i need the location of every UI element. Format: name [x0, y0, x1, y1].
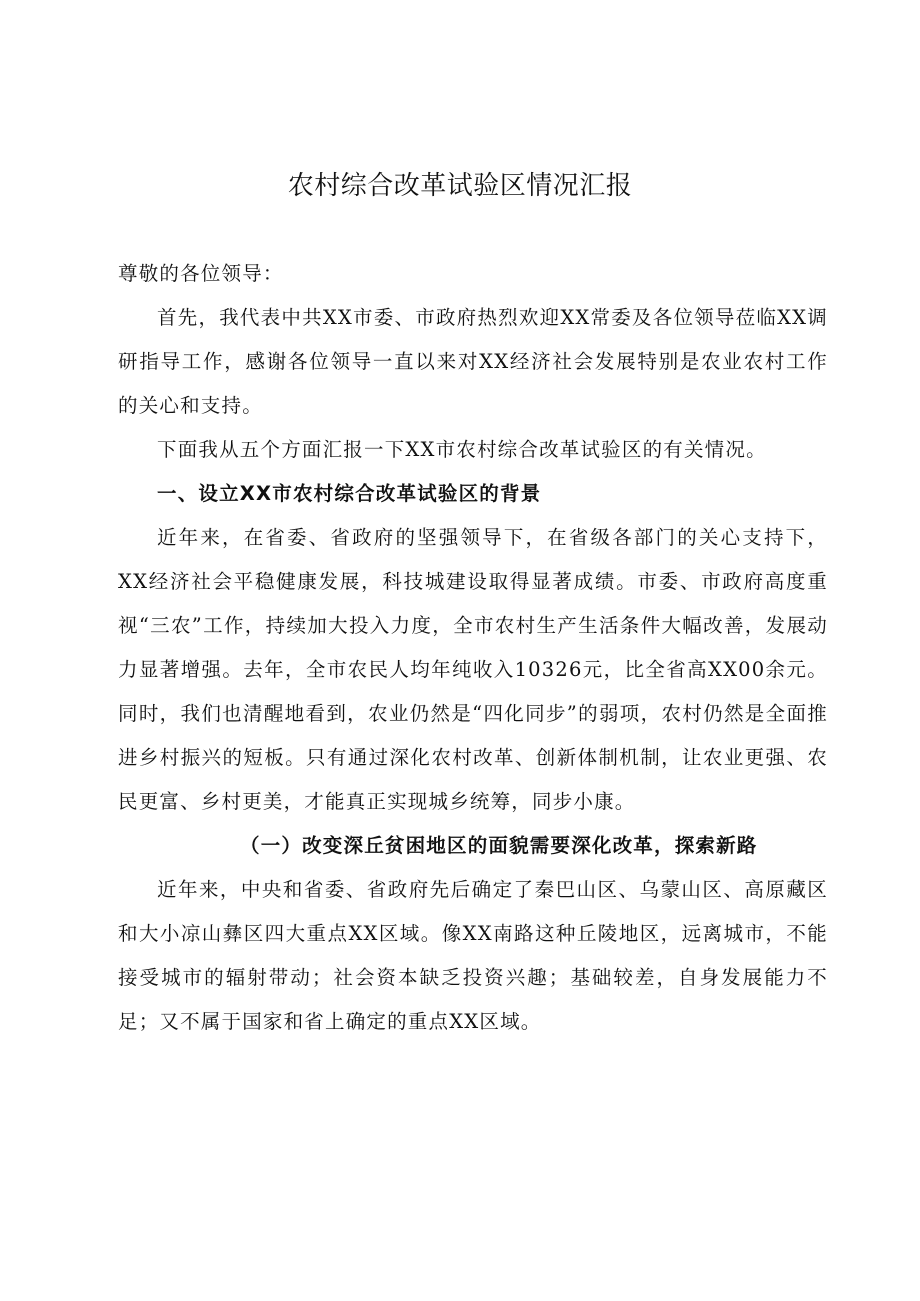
section-heading-background: 一、设立XX市农村综合改革试验区的背景 [157, 482, 542, 505]
document-body [118, 252, 828, 1044]
paragraph-background: 近年来，在省委、省政府的坚强领导下，在省级各部门的关心支持下，XX经济社会平稳健康发展，科技城建设取得显著成绩。市委、市政府高度重视“三农”工作，持续加大投入力度，全市农村生产生活条件大幅改善，发展动力显著增强。去年，全市农民人均年纯收入10326元，比全省高XX00余元。同时，我们也清醒地看到，农业仍然是“四化同步”的弱项，农村仍然是全面推进乡村振兴的短板。只有通过深化农村改革、创新体制机制，让农业更强、农民更富、乡村更美，才能真正实现城乡统筹，同步小康。 [118, 526, 828, 813]
paragraph-poverty-areas: 近年来，中央和省委、省政府先后确定了秦巴山区、乌蒙山区、高原藏区和大小凉山彝区四大重点XX区域。像XX南路这种丘陵地区，远离城市，不能接受城市的辐射带动；社会资本缺乏投资兴趣；基础较差，自身发展能力不足；又不属于国家和省上确定的重点XX区域。 [118, 878, 828, 1033]
document-title: 农村综合改革试验区情况汇报 [287, 171, 633, 201]
paragraph-welcome: 首先，我代表中共XX市委、市政府热烈欢迎XX常委及各位领导莅临XX调研指导工作，感谢各位领导一直以来对XX经济社会发展特别是农业农村工作的关心和支持。 [118, 306, 828, 417]
paragraph-overview: 下面我从五个方面汇报一下XX市农村综合改革试验区的有关情况。 [157, 438, 767, 461]
salutation: 尊敬的各位领导： [118, 262, 284, 285]
subsection-heading-reform: （一）改变深丘贫困地区的面貌需要深化改革，探索新路 [240, 834, 758, 857]
